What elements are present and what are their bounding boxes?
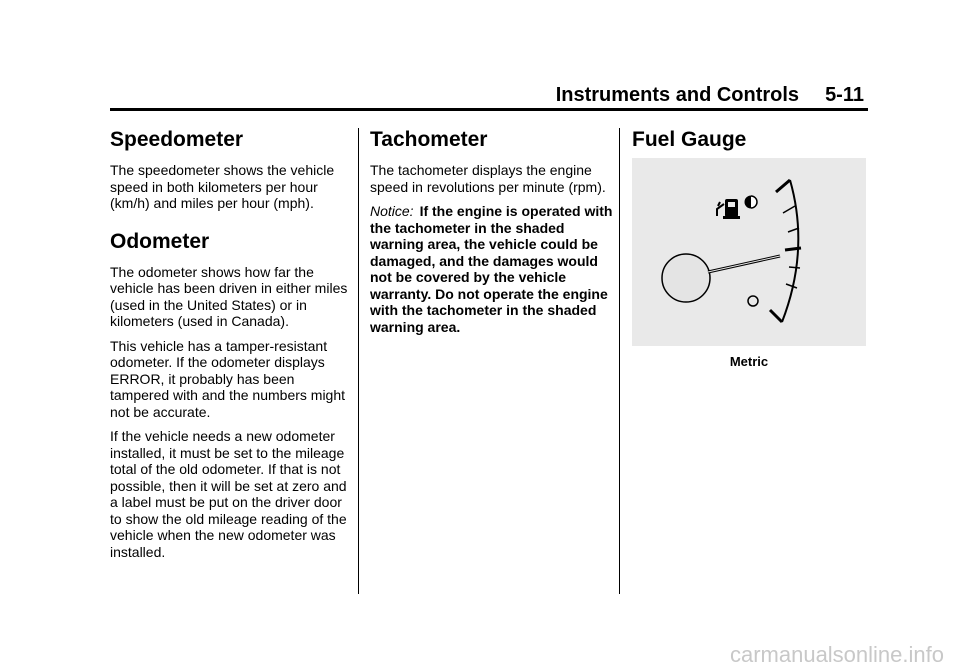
fuel-gauge-illustration	[632, 158, 866, 346]
odometer-text-2: This vehicle has a tamper-resistant odometer. If the odometer displays ERROR, it probably has been tampered with and the numbers might not be accurate.	[110, 337, 346, 420]
watermark: carmanualsonline.info	[729, 642, 944, 667]
running-header	[556, 84, 864, 107]
notice-paragraph	[370, 203, 615, 335]
figure-caption: Metric	[729, 354, 769, 369]
column-divider	[619, 128, 620, 594]
empty-marker	[748, 296, 758, 306]
fuel-pump-icon	[717, 199, 740, 219]
odometer-heading: Odometer	[110, 229, 210, 253]
full-marker	[745, 196, 751, 208]
speedometer-text: The speedometer shows the vehicle speed in both kilometers per hour (km/h) and miles per hour (mph).	[110, 162, 335, 211]
column-right	[632, 128, 872, 162]
tick-empty	[770, 310, 782, 322]
page-number: 5-11	[825, 84, 864, 106]
odometer-text-1: The odometer shows how far the vehicle has been driven in either miles (used in the United States) or in kilometers (used in Canada).	[110, 263, 348, 329]
notice-label: Notice:	[370, 203, 414, 219]
fuel-gauge-heading: Fuel Gauge	[632, 128, 747, 151]
tick	[789, 267, 800, 268]
speedometer-heading: Speedometer	[110, 128, 244, 151]
notice-text: If the engine is operated with the tachometer in the shaded warning area, the vehicle could be damaged, and the damages would not be covered by the vehicle warranty. Do not operate the engine with the tachometer in the shaded warning area.	[370, 203, 613, 335]
tick-full	[776, 180, 790, 192]
tick	[786, 284, 797, 288]
section-title: Instruments and Controls	[555, 84, 800, 106]
gauge-needle-inner	[708, 256, 780, 272]
full-marker-outline	[751, 196, 757, 208]
tick	[783, 206, 795, 213]
needle-hub	[662, 254, 710, 302]
column-middle	[370, 128, 615, 343]
odometer-text-3: If the vehicle needs a new odometer installed, it must be set to the mileage total of the old odometer. If that is not possible, then it will be set at zero and a label must be put on the driver door to show the old mileage reading of the vehicle when the new odometer was installed.	[110, 428, 347, 560]
column-divider	[358, 128, 359, 594]
tick-half	[785, 248, 801, 250]
header-rule	[110, 108, 868, 111]
gauge-scale-arc	[782, 180, 798, 322]
tachometer-heading: Tachometer	[370, 128, 488, 151]
column-left	[110, 128, 350, 568]
fuel-gauge-svg	[632, 158, 866, 346]
tachometer-text: The tachometer displays the engine speed in revolutions per minute (rpm).	[370, 162, 606, 195]
